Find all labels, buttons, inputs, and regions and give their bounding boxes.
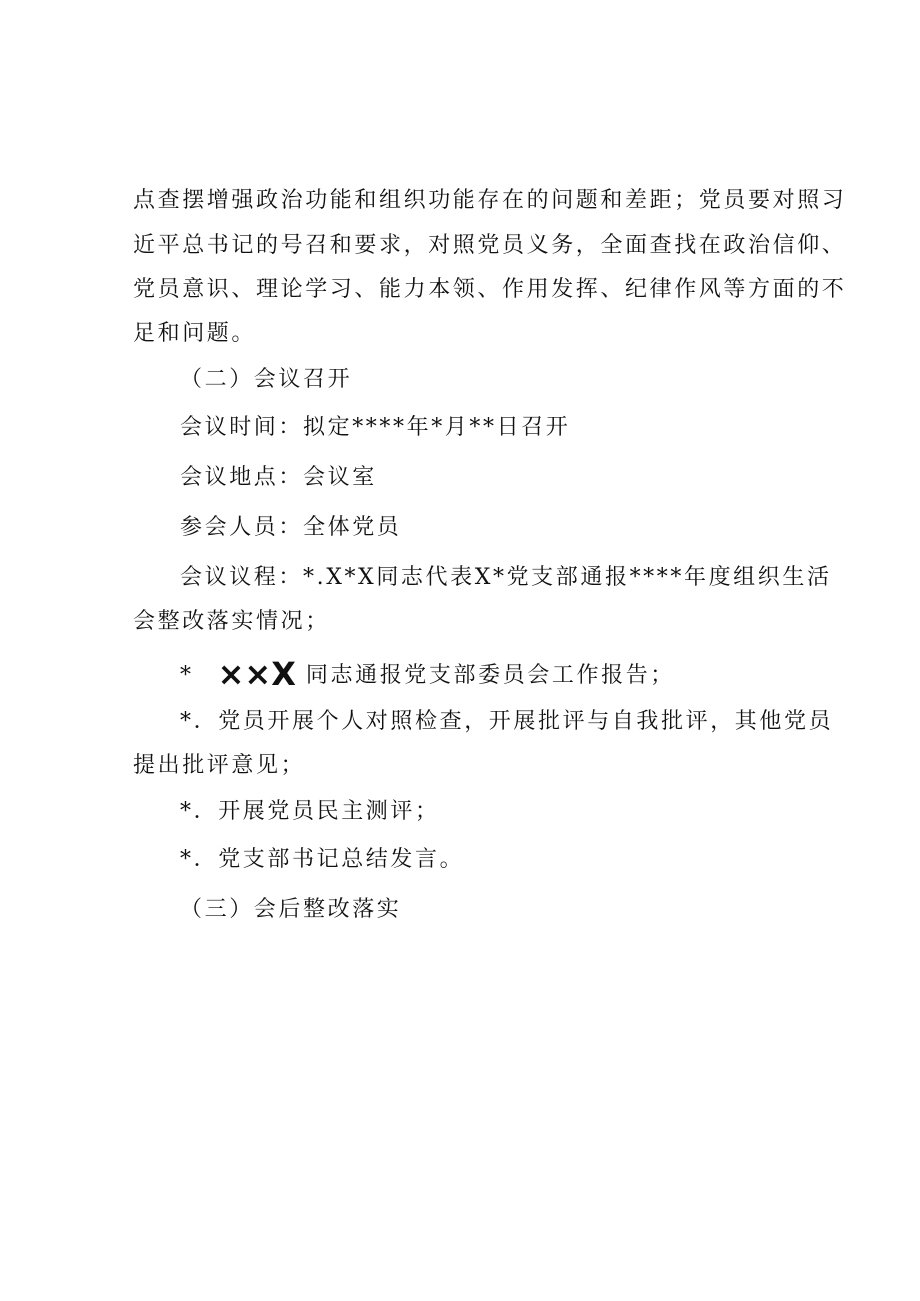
paragraph-line: 点查摆增强政治功能和组织功能存在的问题和差距；党员要对照习 bbox=[133, 188, 847, 213]
agenda-item: *．党支部书记总结发言。 bbox=[180, 847, 465, 872]
agenda-item: *．开展党员民主测评； bbox=[180, 799, 440, 824]
meeting-time: 会议时间：拟定****年*月**日召开 bbox=[180, 415, 571, 440]
section-heading: （二）会议召开 bbox=[180, 367, 353, 392]
agenda-item bbox=[180, 655, 675, 693]
agenda-item: *．党员开展个人对照检查，开展批评与自我批评，其他党员 bbox=[180, 709, 834, 734]
paragraph-line: 近平总书记的号召和要求，对照党员义务，全面查找在政治信仰、 bbox=[133, 233, 847, 258]
section-heading: （三）会后整改落实 bbox=[180, 897, 402, 922]
bullet-marker: * bbox=[180, 663, 194, 688]
agenda-line: 会整改落实情况； bbox=[133, 609, 330, 634]
agenda-item: 提出批评意见； bbox=[133, 753, 306, 778]
meeting-attendees: 参会人员：全体党员 bbox=[180, 515, 402, 540]
paragraph-line: 党员意识、理论学习、能力本领、作用发挥、纪律作风等方面的不 bbox=[133, 277, 847, 302]
person-placeholder: ××X bbox=[217, 655, 296, 693]
agenda-item-text: 同志通报党支部委员会工作报告； bbox=[305, 663, 675, 688]
meeting-place: 会议地点：会议室 bbox=[180, 465, 377, 490]
paragraph-line: 足和问题。 bbox=[133, 321, 257, 346]
agenda-line: 会议议程：*.X*X同志代表X*党支部通报****年度组织生活 bbox=[180, 565, 832, 590]
